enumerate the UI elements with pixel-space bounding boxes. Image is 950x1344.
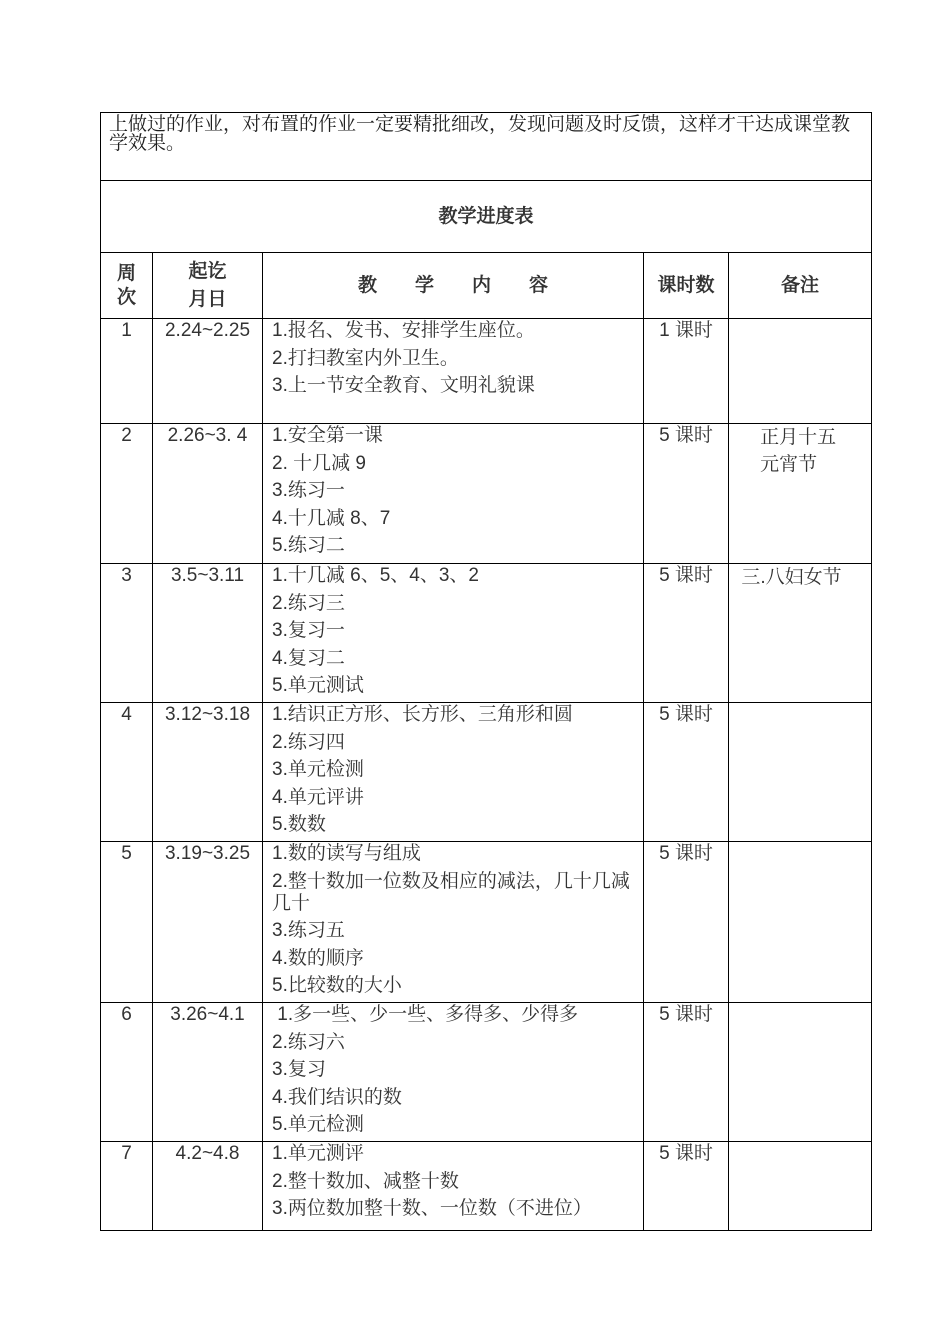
dates-cell: 4.2~4.8: [153, 1142, 263, 1231]
content-cell: [263, 1003, 644, 1142]
content-cell: [263, 424, 644, 564]
content-item: 2.练习六: [272, 1031, 345, 1053]
hours-cell: 5 课时: [644, 564, 729, 703]
content-item: 1.报名、发书、安排学生座位。: [272, 320, 535, 341]
dates-cell: 3.19~3.25: [153, 842, 263, 1003]
table-row: [101, 424, 872, 564]
content-item: 2.练习三: [272, 592, 345, 614]
note-text: 正月十五元宵节: [760, 427, 837, 475]
hours-cell: 5 课时: [644, 703, 729, 842]
hours-cell: 5 课时: [644, 1142, 729, 1231]
schedule-table: [100, 112, 872, 1231]
week-cell: 5: [101, 842, 153, 1003]
content-item: 1.结识正方形、长方形、三角形和圆: [272, 704, 573, 725]
hours-cell: 1 课时: [644, 319, 729, 424]
week-cell: 3: [101, 564, 153, 703]
notes-cell: [729, 424, 872, 564]
dates-cell: 3.12~3.18: [153, 703, 263, 842]
content-item: 2.整十数加一位数及相应的减法，几十几减几十: [272, 870, 630, 914]
week-cell: 7: [101, 1142, 153, 1231]
header-dates: [153, 253, 263, 319]
title-row: [101, 181, 872, 253]
content-item: 4.我们结识的数: [272, 1086, 402, 1108]
table-row: [101, 842, 872, 1003]
content-cell: [263, 703, 644, 842]
content-item: 1.单元测评: [272, 1143, 364, 1164]
content-cell: [263, 1142, 644, 1231]
content-item: 3.两位数加整十数、一位数（不进位）: [272, 1198, 592, 1219]
content-item: 3.上一节安全教育、文明礼貌课: [272, 375, 535, 396]
note-text: 三.八妇女节: [741, 567, 842, 588]
header-notes: 备注: [729, 253, 872, 319]
dates-cell: 2.26~3. 4: [153, 424, 263, 564]
week-cell: 1: [101, 319, 153, 424]
content-cell: [263, 564, 644, 703]
header-row: [101, 253, 872, 319]
content-item: 2.打扫教室内外卫生。: [272, 347, 459, 369]
header-content: 教 学 内 容: [263, 253, 644, 319]
content-item: 5.比较数的大小: [272, 975, 402, 996]
header-dates-label: 起讫月日: [188, 260, 227, 310]
notes-cell: [729, 564, 872, 703]
content-item: 5.单元测试: [272, 675, 364, 696]
notes-cell: [729, 319, 872, 424]
header-hours: 课时数: [644, 253, 729, 319]
intro-paragraph: 上做过的作业，对布置的作业一定要精批细改，发现问题及时反馈，这样才干达成课堂教学效果。: [101, 113, 872, 181]
hours-cell: 5 课时: [644, 842, 729, 1003]
content-cell: [263, 319, 644, 424]
content-item: 2.整十数加、减整十数: [272, 1170, 459, 1192]
week-cell: 2: [101, 424, 153, 564]
notes-cell: [729, 1142, 872, 1231]
hours-cell: 5 课时: [644, 424, 729, 564]
content-item: 3.复习: [272, 1059, 326, 1080]
hours-cell: 5 课时: [644, 1003, 729, 1142]
content-item: 5.练习二: [272, 535, 345, 556]
table-row: [101, 1003, 872, 1142]
notes-cell: [729, 703, 872, 842]
week-cell: 6: [101, 1003, 153, 1142]
intro-row: [101, 113, 872, 181]
dates-cell: 3.26~4.1: [153, 1003, 263, 1142]
content-item: 3.练习五: [272, 920, 345, 941]
content-item: 2.练习四: [272, 731, 345, 753]
table-row: [101, 1142, 872, 1231]
content-item: 1.数的读写与组成: [272, 843, 421, 864]
content-item: 4.十几减 8、7: [272, 507, 391, 529]
content-item: 3.单元检测: [272, 759, 364, 780]
header-week: [101, 253, 153, 319]
notes-cell: [729, 842, 872, 1003]
content-item: 1.多一些、少一些、多得多、少得多: [272, 1004, 579, 1025]
content-item: 4.复习二: [272, 647, 345, 669]
content-item: 2. 十几减 9: [272, 452, 366, 474]
content-item: 4.数的顺序: [272, 947, 364, 969]
table-title: 教学进度表: [101, 181, 872, 253]
dates-cell: 3.5~3.11: [153, 564, 263, 703]
table-row: [101, 319, 872, 424]
content-item: 5.单元检测: [272, 1114, 364, 1135]
content-item: 3.复习一: [272, 620, 345, 641]
dates-cell: 2.24~2.25: [153, 319, 263, 424]
content-item: 4.单元评讲: [272, 786, 364, 808]
content-item: 3.练习一: [272, 480, 345, 501]
content-cell: [263, 842, 644, 1003]
week-cell: 4: [101, 703, 153, 842]
table-row: [101, 564, 872, 703]
content-item: 5.数数: [272, 814, 326, 835]
content-item: 1.安全第一课: [272, 425, 383, 446]
table-row: [101, 703, 872, 842]
content-item: 1.十几减 6、5、4、3、2: [272, 565, 479, 586]
notes-cell: [729, 1003, 872, 1142]
header-week-label: 周次: [116, 262, 136, 308]
